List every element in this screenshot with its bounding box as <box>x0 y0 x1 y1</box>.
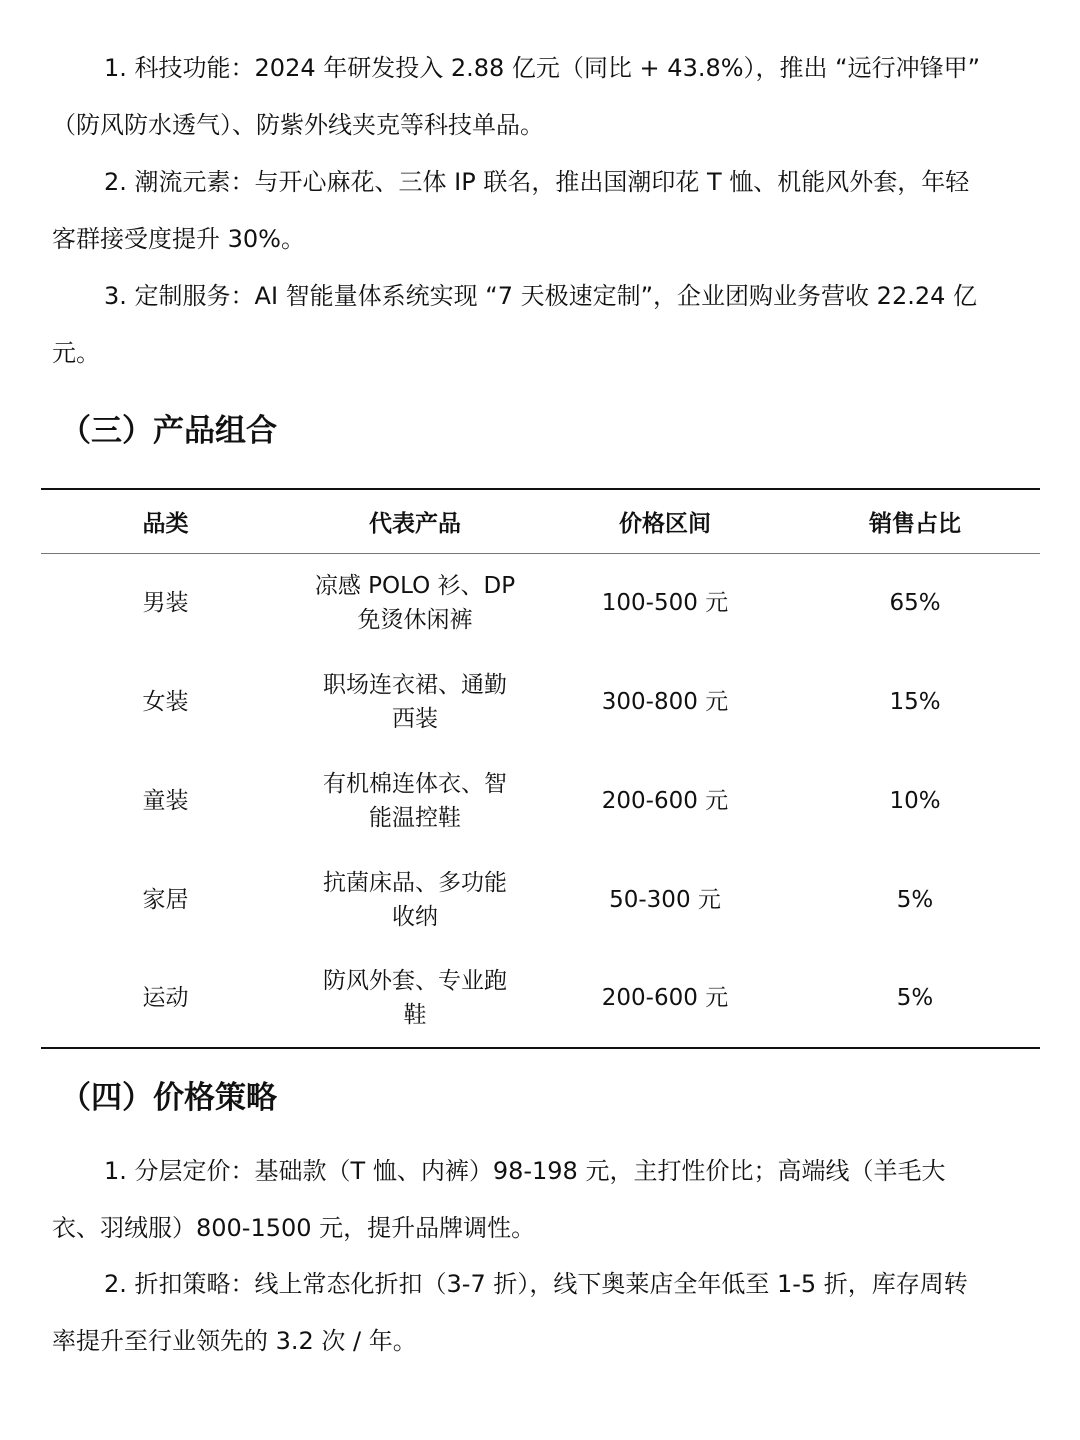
table-row <box>41 850 1040 949</box>
cell-price: 300-800 元 <box>601 688 729 715</box>
paragraph-line: 率提升至行业领先的 3.2 次 / 年。 <box>52 1327 417 1355</box>
cell-product <box>290 751 540 850</box>
table-row <box>41 949 1040 1048</box>
cell-category: 家居 <box>142 886 189 913</box>
cell-product-line: 西装 <box>392 705 438 732</box>
column-header-product: 代表产品 <box>369 510 461 537</box>
cell-share: 5% <box>896 886 934 913</box>
cell-category: 童装 <box>142 787 189 814</box>
cell-price: 200-600 元 <box>601 787 729 814</box>
cell-price: 100-500 元 <box>601 589 729 616</box>
cell-product <box>290 949 540 1048</box>
cell-share: 15% <box>889 688 941 715</box>
cell-product-line: 免烫休闲裤 <box>357 606 473 633</box>
column-header-category: 品类 <box>142 510 189 537</box>
cell-category: 运动 <box>142 985 189 1011</box>
paragraph-line: 2. 潮流元素：与开心麻花、三体 IP 联名，推出国潮印花 T 恤、机能风外套，年轻 <box>104 168 970 196</box>
section-heading-price-strategy: （四）价格策略 <box>60 1080 277 1116</box>
cell-product <box>290 553 540 652</box>
cell-product <box>290 850 540 949</box>
paragraph-tiered-pricing <box>52 1143 1028 1257</box>
cell-category: 女装 <box>142 688 189 715</box>
column-header-share: 销售占比 <box>869 510 961 537</box>
section-heading-product-portfolio: （三）产品组合 <box>60 413 277 449</box>
cell-price: 200-600 元 <box>601 985 729 1011</box>
cell-category: 男装 <box>142 589 189 616</box>
paragraph-line: 1. 分层定价：基础款（T 恤、内裤）98-198 元，主打性价比；高端线（羊毛大 <box>104 1157 946 1185</box>
table-row <box>41 652 1040 751</box>
table-row <box>41 751 1040 850</box>
cell-price: 50-300 元 <box>609 886 721 913</box>
paragraph-line: 1. 科技功能：2024 年研发投入 2.88 亿元（同比 + 43.8%），推出 “远行冲锋甲” <box>104 54 981 82</box>
cell-product-line: 凉感 POLO 衫、DP <box>314 572 516 599</box>
cell-product-line: 职场连衣裙、通勤 <box>323 671 507 698</box>
cell-product-line: 有机棉连体衣、智 <box>323 770 507 797</box>
cell-product-line: 能温控鞋 <box>369 804 461 831</box>
paragraph-line: 3. 定制服务：AI 智能量体系统实现 “7 天极速定制”，企业团购业务营收 22.24 亿 <box>104 282 978 310</box>
table-header-row <box>41 489 1040 553</box>
cell-share: 5% <box>896 985 934 1011</box>
cell-product-line: 防风外套、专业跑 <box>323 968 507 994</box>
table-row <box>41 553 1040 652</box>
cell-product-line: 抗菌床品、多功能 <box>323 869 507 896</box>
paragraph-custom-service <box>52 268 1028 382</box>
paragraph-line: 客群接受度提升 30%。 <box>52 225 305 253</box>
paragraph-line: 元。 <box>52 339 100 367</box>
product-table <box>41 488 1040 1049</box>
cell-product-line: 鞋 <box>403 1002 427 1028</box>
paragraph-tech-function <box>52 40 1028 154</box>
cell-share: 10% <box>889 787 941 814</box>
paragraph-trend-elements <box>52 154 1028 268</box>
cell-product <box>290 652 540 751</box>
column-header-price: 价格区间 <box>619 510 711 537</box>
cell-share: 65% <box>889 589 941 616</box>
cell-product-line: 收纳 <box>392 903 438 930</box>
paragraph-line: 衣、羽绒服）800-1500 元，提升品牌调性。 <box>52 1214 536 1242</box>
paragraph-line: 2. 折扣策略：线上常态化折扣（3-7 折），线下奥莱店全年低至 1-5 折，库存周转 <box>104 1270 968 1298</box>
paragraph-line: （防风防水透气）、防紫外线夹克等科技单品。 <box>52 111 544 139</box>
paragraph-discount-strategy <box>52 1256 1028 1370</box>
